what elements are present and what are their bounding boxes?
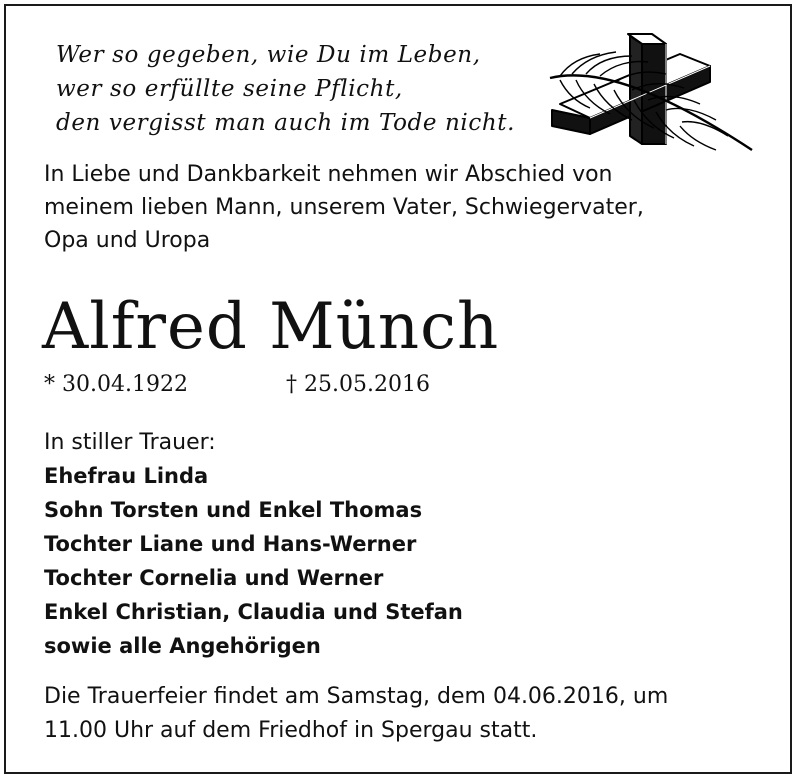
memorial-poem (56, 38, 515, 140)
mourner-entry: sowie alle Angehörigen (44, 634, 321, 658)
intro-line: meinem lieben Mann, unserem Vater, Schwiegervater, (44, 195, 644, 220)
intro-line: Opa und Uropa (44, 228, 211, 253)
mourner-entry: Tochter Liane und Hans-Werner (44, 532, 417, 556)
mourner-entry: Ehefrau Linda (44, 464, 209, 488)
farewell-intro (44, 158, 644, 257)
poem-line: wer so erfüllte seine Pflicht, (56, 76, 403, 102)
poem-line: Wer so gegeben, wie Du im Leben, (56, 42, 481, 68)
funeral-line: 11.00 Uhr auf dem Friedhof in Spergau statt. (44, 718, 538, 743)
death-date: † 25.05.2016 (286, 372, 430, 397)
mourners-list (44, 459, 463, 663)
mourning-label: In stiller Trauer: (44, 430, 216, 455)
mourner-entry: Enkel Christian, Claudia und Stefan (44, 600, 463, 624)
poem-line: den vergisst man auch im Tode nicht. (56, 110, 516, 136)
life-dates (44, 370, 430, 400)
mourner-entry: Sohn Torsten und Enkel Thomas (44, 498, 423, 522)
mourner-entry: Tochter Cornelia und Werner (44, 566, 384, 590)
cross-with-palm-frond-icon (530, 26, 760, 156)
funeral-line: Die Trauerfeier findet am Samstag, dem 04.06.2016, um (44, 684, 669, 709)
funeral-notice (44, 680, 668, 748)
deceased-name: Alfred Münch (42, 290, 500, 364)
intro-line: In Liebe und Dankbarkeit nehmen wir Abschied von (44, 162, 613, 187)
birth-date: * 30.04.1922 (44, 372, 188, 397)
